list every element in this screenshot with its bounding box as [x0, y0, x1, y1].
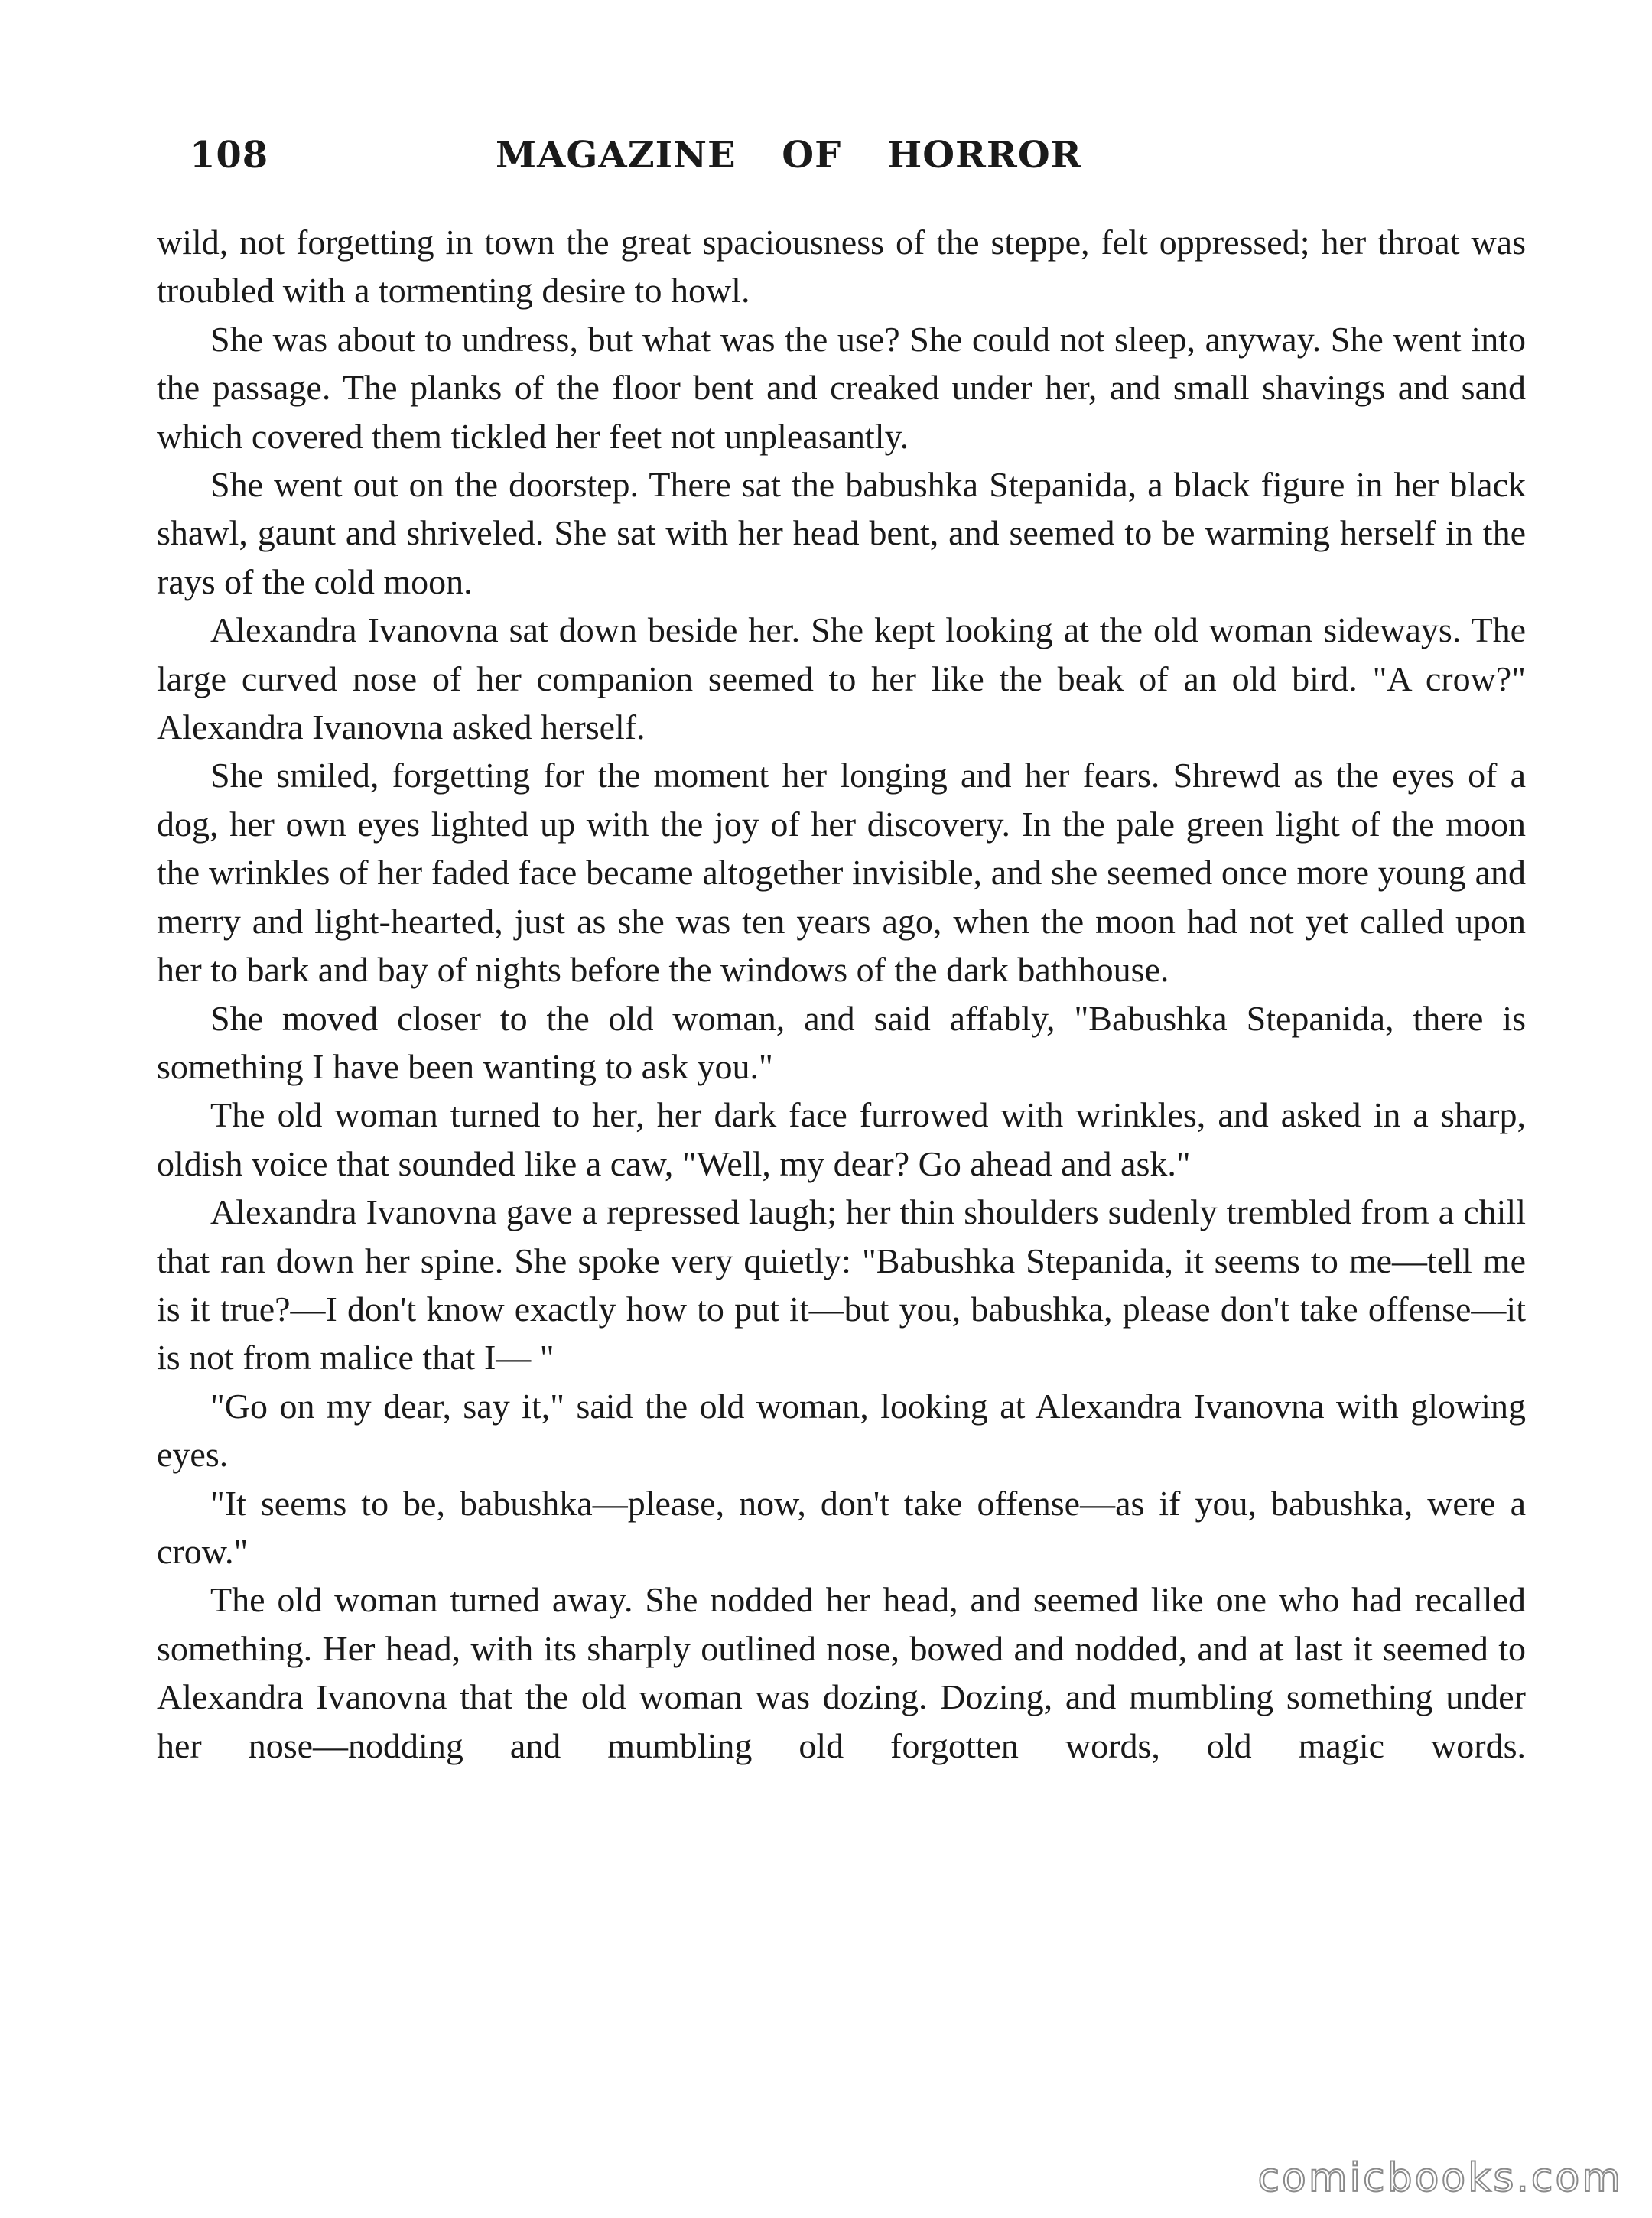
running-head [190, 134, 1574, 187]
paragraph-10: "It seems to be, babushka—please, now, don't take offense—as if you, babushka, were a crow." [157, 1483, 1526, 1571]
watermark: comicbooks.com [1257, 2155, 1623, 2201]
paragraph-3: She went out on the doorstep. There sat the babushka Stepanida, a black figure in her black shawl, gaunt and shriveled. She sat with her head bent, and seemed to be warming herself in the rays of the cold moon. [157, 465, 1526, 601]
paragraph-2: She was about to undress, but what was the use? She could not sleep, anyway. She went into the passage. The planks of the floor bent and creaked under her, and small shavings and sand which covered them tickled her feet not unpleasantly. [157, 319, 1526, 456]
story-text [157, 218, 1526, 1770]
paragraph-6: She moved closer to the old woman, and said affably, "Babushka Stepanida, there is something I have been wanting to ask you." [157, 998, 1526, 1086]
paragraph-1: wild, not forgetting in town the great spaciousness of the steppe, felt oppressed; her throat was troubled with a tormenting desire to howl. [157, 223, 1526, 311]
page-number: 108 [190, 134, 269, 177]
paragraph-7: The old woman turned to her, her dark face furrowed with wrinkles, and asked in a sharp, oldish voice that sounded like a caw, "Well, my dear? Go ahead and ask." [157, 1095, 1526, 1183]
paragraph-9: "Go on my dear, say it," said the old woman, looking at Alexandra Ivanovna with glowing eyes. [157, 1386, 1526, 1475]
magazine-title: MAGAZINE OF HORROR [496, 134, 1082, 177]
paragraph-11: The old woman turned away. She nodded her head, and seemed like one who had recalled something. Her head, with its sharply outlined nose, bowed and nodded, and at last it seemed to Alexandra Ivanovna that the old woman was dozing. Dozing, and mumbling something under her nose—nodding and mumbling old forgotten words, old magic words. [157, 1580, 1526, 1765]
paragraph-4: Alexandra Ivanovna sat down beside her. She kept looking at the old woman sideways. The large curved nose of her companion seemed to her like the beak of an old bird. "A crow?" Alexandra Ivanovna asked herself. [157, 610, 1526, 747]
paragraph-8: Alexandra Ivanovna gave a repressed laugh; her thin shoulders sudenly trembled from a chill that ran down her spine. She spoke very quietly: "Babushka Stepanida, it seems to me—tell me is it true?—I don't know exactly how to put it—but you, babushka, please don't take offense—it is not from malice that I— " [157, 1192, 1526, 1377]
paragraph-5: She smiled, forgetting for the moment her longing and her fears. Shrewd as the eyes of a dog, her own eyes lighted up with the joy of her discovery. In the pale green light of the moon the wrinkles of her faded face became altogether invisible, and she seemed once more young and merry and light-hearted, just as she was ten years ago, when the moon had not yet called upon her to bark and bay of nights before the windows of the dark bathhouse. [157, 756, 1526, 990]
